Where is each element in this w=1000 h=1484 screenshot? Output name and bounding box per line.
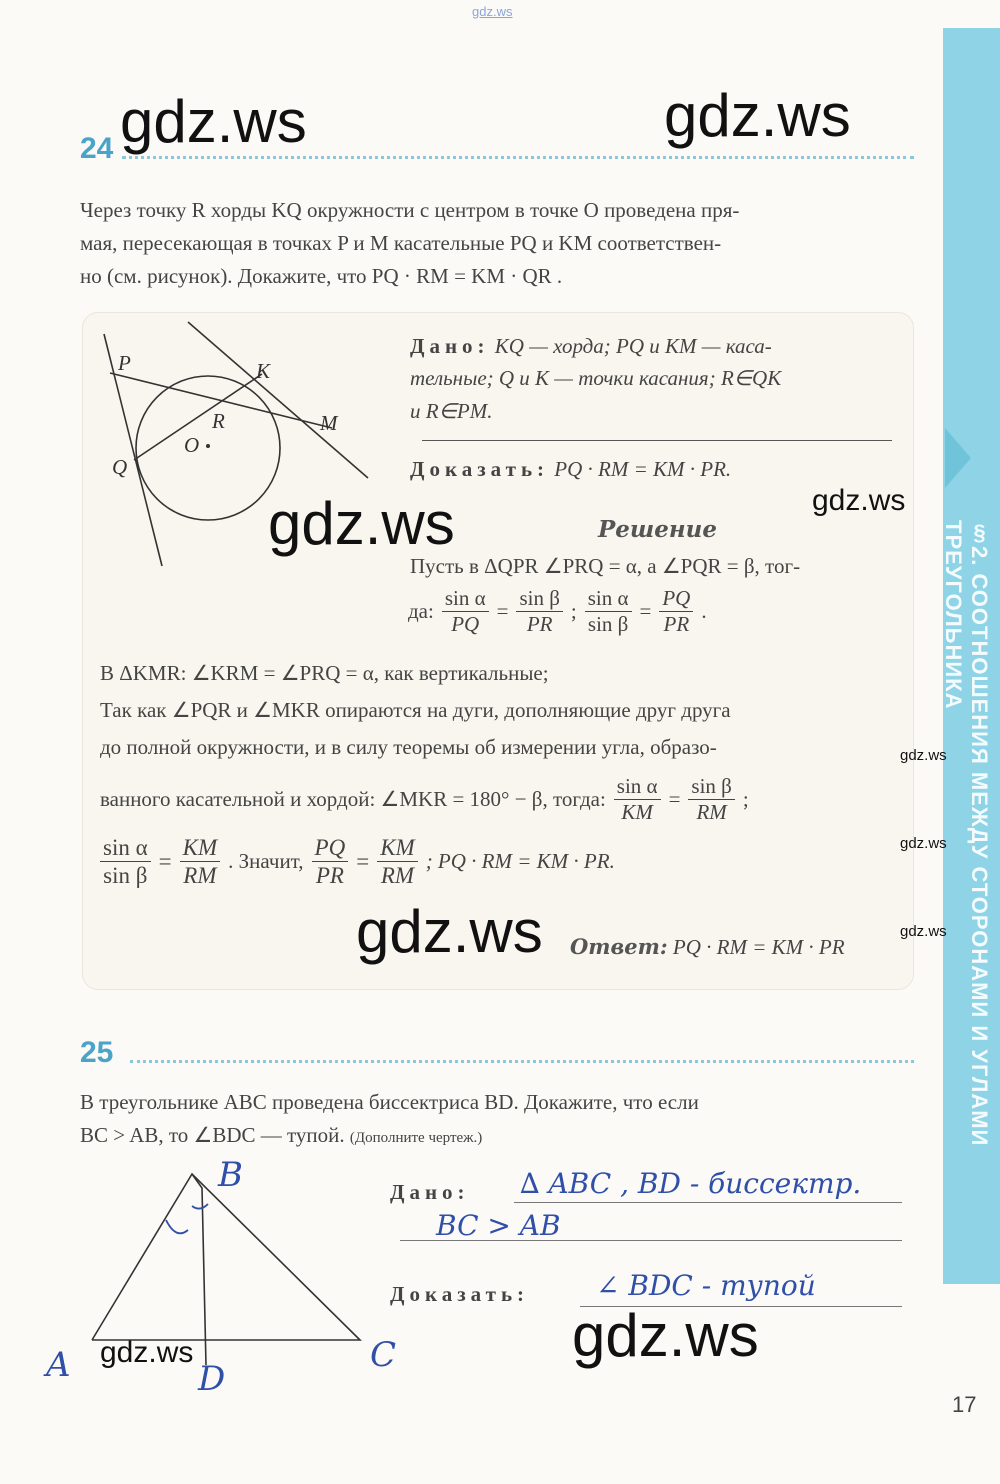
text-da: да: [408, 599, 434, 623]
statement-line: Через точку R хорды KQ окружности с центром в точке O проведена пря- [80, 198, 740, 222]
period: . [701, 599, 707, 623]
label-q: Q [112, 455, 128, 479]
denominator: KM [621, 800, 653, 824]
solution-line: Пусть в ΔQPR ∠PRQ = α, а ∠PQR = β, тог- [410, 554, 801, 578]
given-block [410, 336, 772, 357]
task-24-statement [80, 194, 916, 293]
formula-row-1 [408, 588, 707, 635]
denominator: RM [183, 863, 217, 888]
watermark: gdz.ws [120, 88, 307, 155]
numerator: PQ [659, 588, 693, 612]
answer-text: PQ · RM = KM · PR [672, 935, 845, 959]
solution-end: ; PQ · RM = KM · PR. [425, 849, 615, 873]
fraction [659, 588, 693, 635]
given-underline [422, 440, 892, 441]
watermark: gdz.ws [664, 82, 851, 149]
task-25-divider [130, 1060, 914, 1063]
label-p: P [118, 351, 131, 375]
numerator: PQ [312, 836, 349, 862]
numerator: sin α [614, 776, 661, 800]
numerator: sin α [442, 588, 489, 612]
numerator: sin β [688, 776, 734, 800]
prove-label-25: Доказать: [390, 1282, 530, 1306]
equals: = [356, 849, 370, 874]
denominator: PQ [451, 612, 480, 636]
angle-mark-1 [166, 1220, 188, 1233]
bisector-bd [192, 1174, 206, 1365]
given-underline-1 [514, 1202, 902, 1203]
statement-line: но (см. рисунок). Докажите, что PQ · RM = KM · QR . [80, 264, 563, 288]
watermark: gdz.ws [900, 923, 947, 940]
watermark: gdz.ws [100, 1336, 194, 1369]
label-d: D [198, 1359, 226, 1399]
watermark-top[interactable]: gdz.ws [472, 4, 513, 19]
numerator: sin α [585, 588, 632, 612]
solution-line: ванного касательной и хордой: ∠MKR = 180° − β, тогда: [100, 787, 606, 811]
equals: = [496, 599, 509, 623]
chapter-title: §2. СООТНОШЕНИЯ МЕЖДУ СТОРОНАМИ И УГЛАМИ ТРЕУГОЛЬНИКА [941, 520, 992, 1147]
statement-text: BC > AB, то ∠BDC — тупой. [80, 1123, 345, 1147]
denominator: PR [663, 612, 690, 636]
prove-text: PQ · RM = KM · PR. [554, 457, 732, 481]
answer-block [570, 936, 845, 958]
answer-label: Ответ: [570, 934, 668, 959]
formula-row-2 [100, 776, 749, 823]
semicolon: ; [570, 599, 577, 623]
numerator: KM [180, 836, 221, 862]
fraction [688, 776, 734, 823]
label-o: O [184, 433, 200, 457]
statement-line: В треугольнике ABC проведена биссектриса BD. Докажите, что если [80, 1090, 699, 1114]
equals: = [668, 787, 681, 811]
prove-label: Доказать: [410, 457, 550, 481]
label-k: K [256, 359, 271, 383]
fraction [614, 776, 661, 823]
label-c: C [370, 1335, 397, 1375]
fraction [312, 836, 349, 887]
formula-row-3 [100, 836, 615, 887]
fraction [377, 836, 418, 887]
given-handwriting: BC > AB [436, 1209, 561, 1242]
watermark: gdz.ws [268, 490, 455, 557]
label-b: B [218, 1155, 243, 1195]
statement-line: мая, пересекающая в точках P и M касательные PQ и KM соответствен- [80, 231, 722, 255]
task-25-number: 25 [80, 1036, 114, 1069]
fraction [100, 836, 151, 887]
tangent-km [188, 322, 368, 478]
watermark: gdz.ws [812, 484, 906, 517]
denominator: RM [696, 800, 727, 824]
center-point [206, 444, 210, 448]
denominator: PR [315, 863, 344, 888]
given-underline-2 [400, 1240, 902, 1241]
watermark: gdz.ws [900, 835, 947, 852]
solution-line: до полной окружности, и в силу теоремы об измерении угла, образо- [100, 735, 717, 759]
watermark: gdz.ws [900, 747, 947, 764]
denominator: RM [380, 863, 415, 888]
solution-line: В ΔKMR: ∠KRM = ∠PRQ = α, как вертикальные; [100, 661, 549, 685]
denominator: PR [526, 612, 553, 636]
task-24-number: 24 [80, 132, 114, 165]
given-label: Дано: [410, 334, 490, 358]
task-24-divider [122, 156, 914, 159]
denominator: sin β [587, 612, 629, 636]
given-handwriting: ∆ ABC , BD - биссектр. [520, 1167, 862, 1200]
tangent-pq [104, 334, 162, 566]
label-m: M [320, 411, 338, 435]
given-line: KQ — хорда; PQ и KM — каса- [494, 334, 772, 358]
solution-title: Решение [598, 516, 718, 543]
fraction [516, 588, 562, 635]
fraction [180, 836, 221, 887]
watermark: gdz.ws [572, 1302, 759, 1369]
text-znachit: . Значит, [228, 849, 304, 873]
denominator: sin β [103, 863, 148, 888]
numerator: KM [377, 836, 418, 862]
sidebar-tab-arrow [945, 428, 971, 488]
semicolon: ; [742, 787, 749, 811]
label-a: A [46, 1345, 71, 1385]
label-r: R [212, 409, 225, 433]
equals: = [158, 849, 172, 874]
given-label-25: Дано: [390, 1180, 470, 1204]
task-25-statement [80, 1086, 916, 1155]
watermark: gdz.ws [356, 898, 543, 965]
triangle-abc [92, 1174, 360, 1340]
solution-line: Так как ∠PQR и ∠MKR опираются на дуги, дополняющие друг друга [100, 698, 731, 722]
prove-block [410, 459, 731, 480]
fraction [585, 588, 632, 635]
given-line: тельные; Q и K — точки касания; R∈QK [410, 366, 782, 390]
prove-handwriting: ∠ BDC - тупой [596, 1269, 816, 1302]
equals: = [639, 599, 652, 623]
numerator: sin α [100, 836, 151, 862]
given-line: и R∈PM. [410, 399, 493, 423]
angle-mark-2 [192, 1204, 208, 1209]
triangle-figure [40, 1150, 420, 1400]
statement-note: (Дополните чертеж.) [349, 1130, 483, 1146]
fraction [442, 588, 489, 635]
numerator: sin β [516, 588, 562, 612]
page-number: 17 [952, 1392, 977, 1417]
